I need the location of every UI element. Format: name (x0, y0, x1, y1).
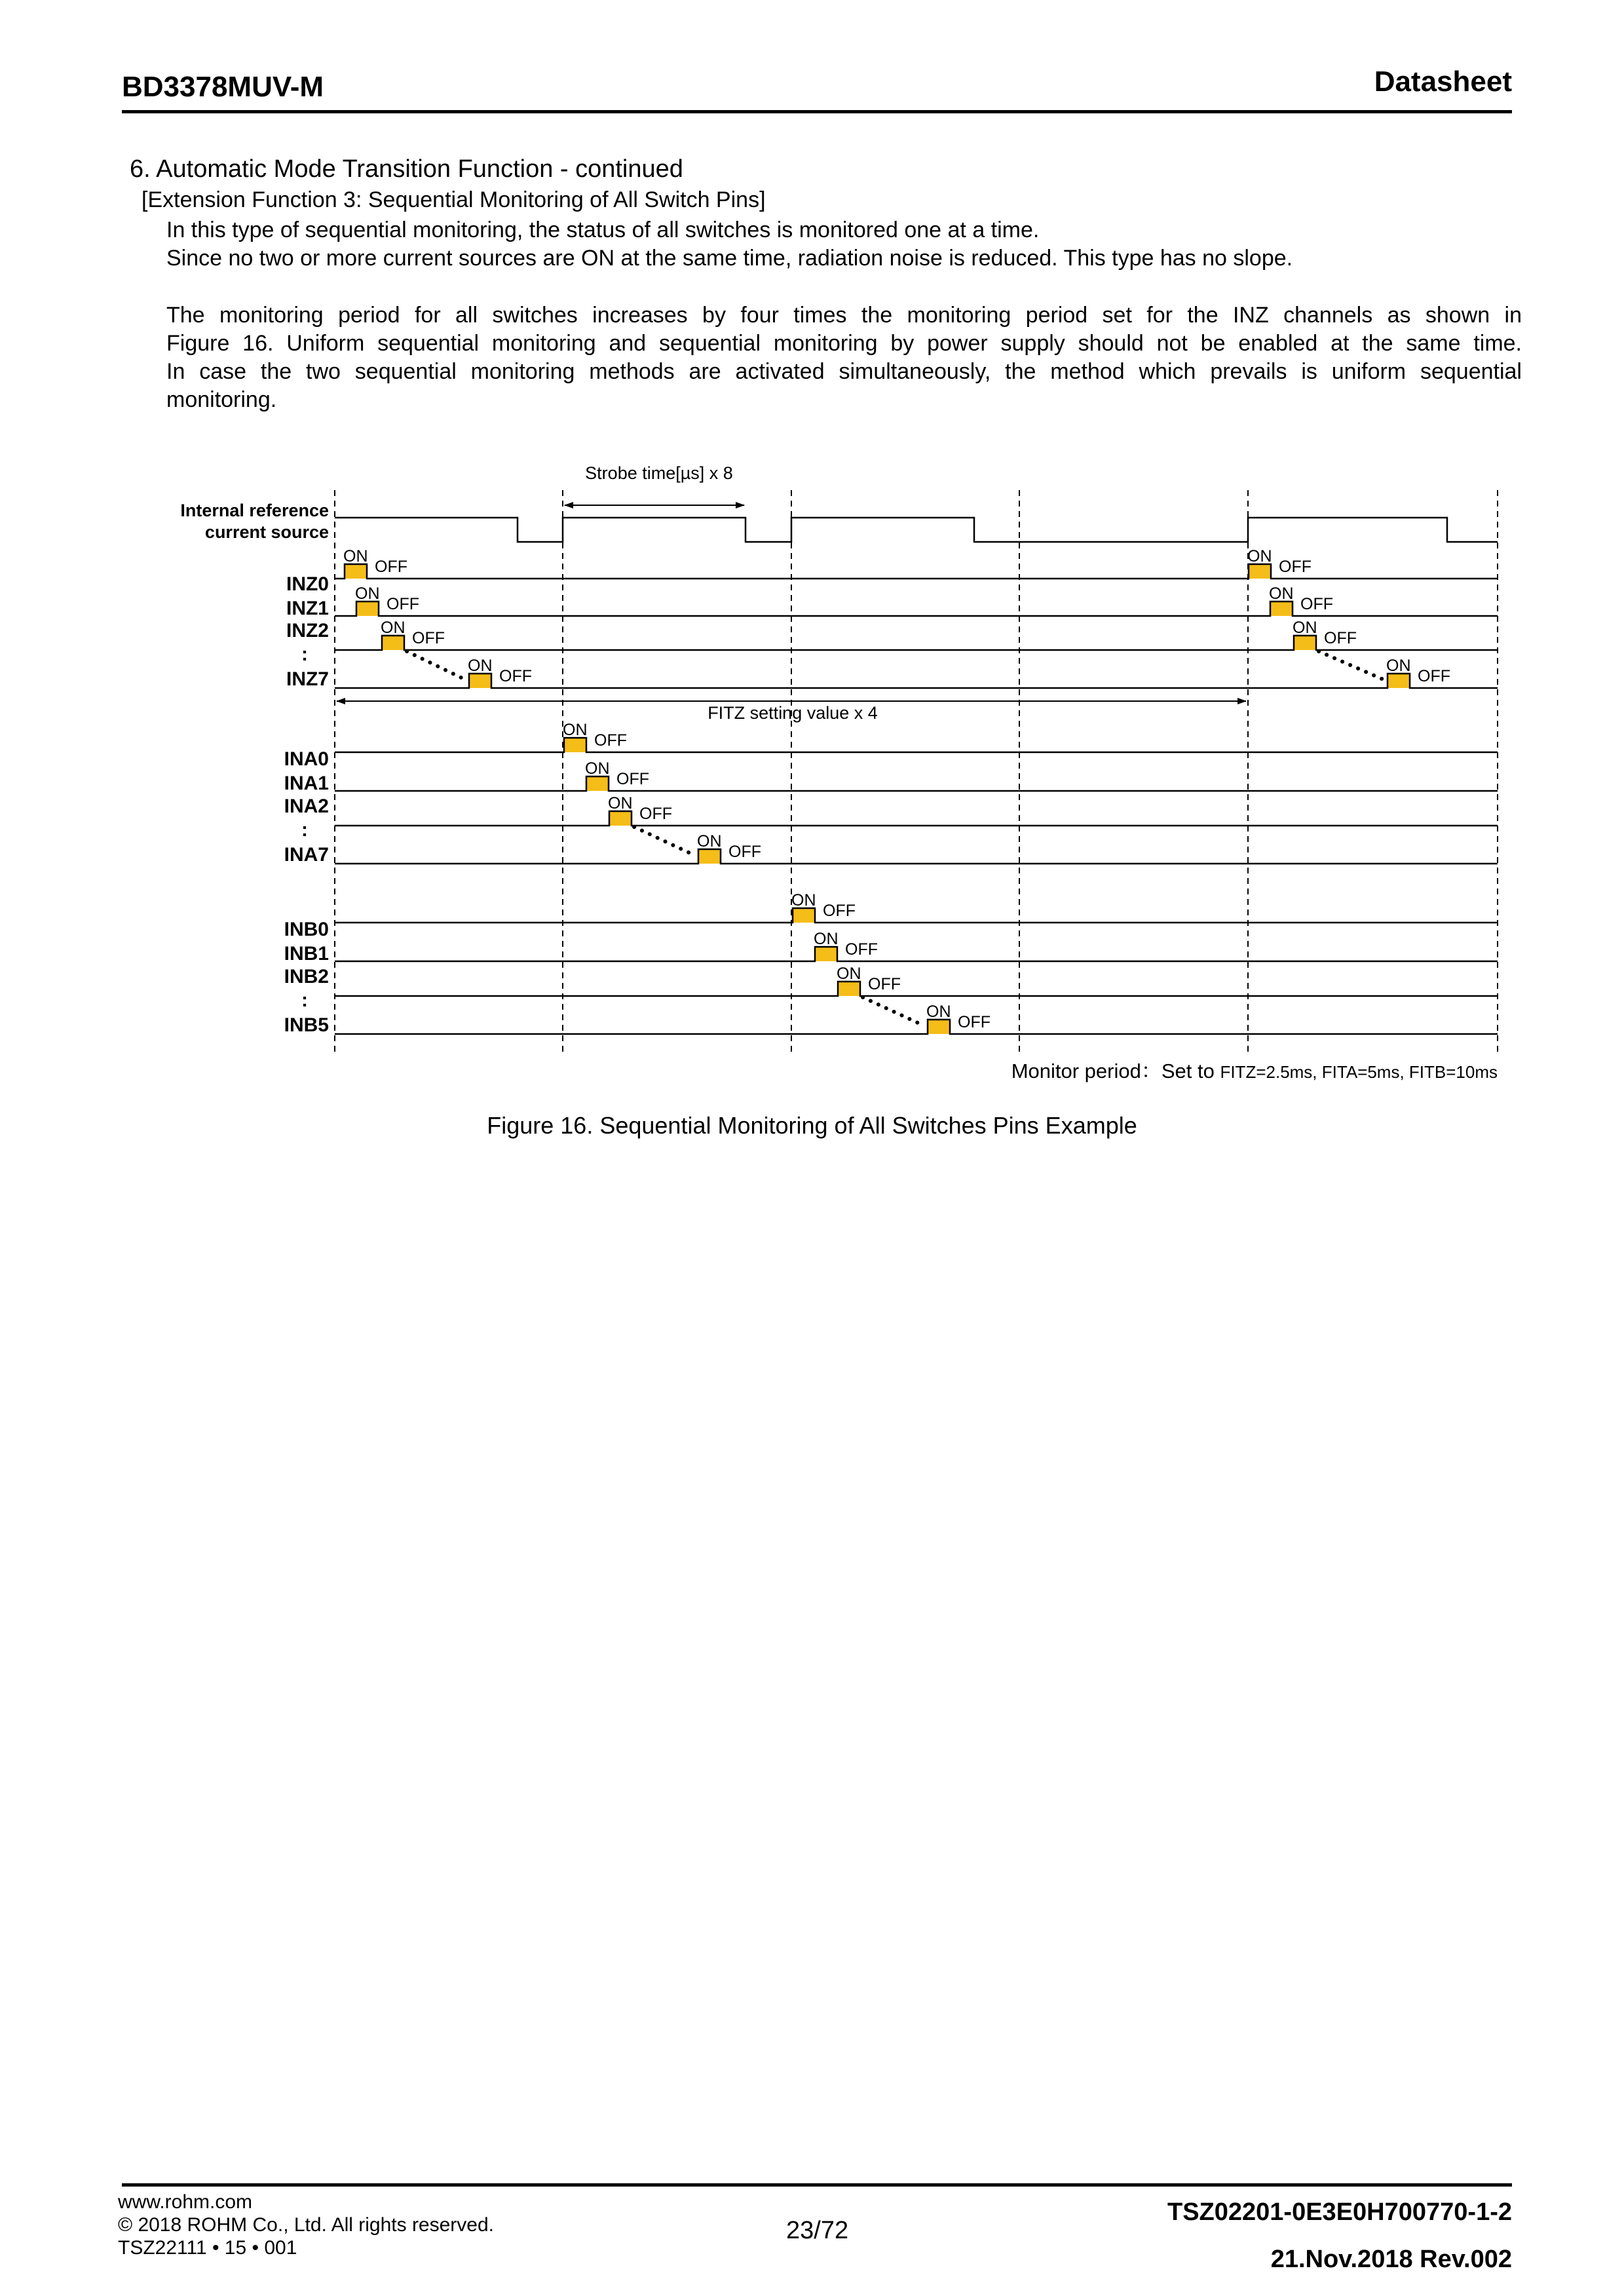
paragraph-line: The monitoring period for all switches increases by four times the monitoring period set for the INZ channels as shown in (166, 303, 1522, 328)
on-label: ON (468, 657, 493, 675)
pin-label-inb2: INB2 (284, 966, 329, 987)
pin-signal-line (335, 811, 1498, 826)
on-pulse (564, 738, 586, 752)
paragraph-line: Figure 16. Uniform sequential monitoring and sequential monitoring by power supply should not be enabled at the same time. (166, 331, 1522, 356)
on-label: ON (791, 891, 816, 909)
off-label: OFF (1279, 558, 1312, 576)
off-label: OFF (375, 558, 407, 576)
off-label: OFF (1418, 667, 1450, 685)
pin-label-ina0: INA0 (284, 748, 329, 770)
pin-label-inb0: INB0 (284, 919, 329, 940)
off-label: OFF (958, 1013, 991, 1031)
pin-signal-line (335, 849, 1498, 864)
on-pulse (609, 811, 632, 826)
on-label: ON (563, 721, 588, 739)
pin-signal-line (335, 947, 1498, 961)
off-label: OFF (845, 940, 878, 959)
on-pulse (815, 947, 837, 961)
off-label: OFF (499, 667, 532, 685)
document-type: Datasheet (1374, 66, 1512, 98)
off-label: OFF (868, 975, 901, 993)
sequence-dotted-connector (1319, 651, 1385, 680)
on-pulse (928, 1020, 950, 1034)
strobe-time-label: Strobe time[µs] x 8 (585, 463, 733, 483)
on-pulse (586, 776, 609, 791)
page-number: 23/72 (786, 2217, 849, 2244)
pin-signal-line (335, 636, 1498, 650)
pin-label-inb5: INB5 (284, 1014, 329, 1036)
subheading: [Extension Function 3: Sequential Monitoring of All Switch Pins] (142, 187, 766, 212)
off-label: OFF (1324, 629, 1357, 647)
pin-label-inb1: INB1 (284, 943, 329, 965)
off-label: OFF (616, 770, 649, 788)
on-pulse (838, 982, 860, 996)
timing-diagram (0, 0, 1624, 1114)
pin-signal-line (335, 738, 1498, 752)
off-label: OFF (387, 595, 419, 613)
on-label: ON (343, 547, 368, 565)
paragraph-line: In case the two sequential monitoring methods are activated simultaneously, the method which prevails is uniform sequential (166, 359, 1522, 384)
pin-label-inz0: INZ0 (286, 573, 329, 595)
on-pulse (345, 564, 367, 579)
monitor-period-prefix: Monitor period：Set to (1011, 1060, 1220, 1082)
pin-label-ina2: INA2 (284, 795, 329, 817)
document-number: TSZ02201-0E3E0H700770-1-2 (1167, 2198, 1512, 2226)
on-label: ON (837, 965, 861, 983)
ref-source-label-line1: Internal reference (180, 501, 329, 520)
paragraph-line: monitoring. (166, 387, 277, 412)
off-label: OFF (594, 731, 627, 750)
on-pulse (469, 674, 491, 688)
footer-copyright: © 2018 ROHM Co., Ltd. All rights reserved. (118, 2214, 494, 2236)
off-label: OFF (639, 805, 672, 823)
on-pulse (698, 849, 721, 864)
footer-left (118, 2191, 494, 2259)
pin-label-inz7: INZ7 (286, 668, 329, 690)
section-title: 6. Automatic Mode Transition Function - continued (130, 155, 683, 183)
on-label: ON (381, 619, 406, 637)
on-label: ON (1269, 584, 1294, 603)
on-pulse (1294, 636, 1316, 650)
document-id: BD3378MUV-M (122, 71, 324, 103)
sequence-dotted-connector (407, 651, 466, 680)
ref-source-waveform (335, 518, 1498, 542)
pin-colon: : (301, 643, 308, 665)
pin-colon: : (301, 989, 308, 1011)
on-pulse (1249, 564, 1271, 579)
sequence-dotted-connector (634, 827, 696, 856)
pin-signal-line (335, 908, 1498, 923)
off-label: OFF (728, 843, 761, 861)
on-label: ON (926, 1003, 951, 1021)
pin-signal-line (335, 776, 1498, 791)
pin-label-ina7: INA7 (284, 844, 329, 866)
document-date-revision: 21.Nov.2018 Rev.002 (1270, 2246, 1512, 2273)
monitor-period-note (1011, 1060, 1498, 1082)
time-marker-lines (335, 490, 1498, 1056)
paragraph-line: In this type of sequential monitoring, the status of all switches is monitored one at a time. (166, 218, 1040, 242)
on-pulse (382, 636, 404, 650)
pin-label-inz2: INZ2 (286, 620, 329, 641)
off-label: OFF (1300, 595, 1333, 613)
sequence-dotted-connector (863, 997, 925, 1026)
footer-rule (122, 2183, 1512, 2187)
on-label: ON (608, 794, 633, 813)
fitz-setting-label: FITZ setting value x 4 (708, 703, 878, 723)
on-label: ON (1293, 619, 1317, 637)
on-label: ON (697, 832, 722, 851)
pin-signal-line (335, 564, 1498, 579)
on-pulse (1270, 602, 1293, 616)
footer-code: TSZ22111 • 15 • 001 (118, 2237, 297, 2259)
figure-caption: Figure 16. Sequential Monitoring of All Switches Pins Example (487, 1112, 1137, 1139)
pin-label-inz1: INZ1 (286, 598, 329, 619)
on-label: ON (814, 930, 839, 948)
on-pulse (1388, 674, 1410, 688)
pin-label-ina1: INA1 (284, 773, 329, 794)
on-label: ON (585, 759, 610, 778)
monitor-period-values: FITZ=2.5ms, FITA=5ms, FITB=10ms (1220, 1062, 1498, 1082)
footer-website[interactable]: www.rohm.com (118, 2191, 253, 2213)
on-label: ON (355, 584, 380, 603)
on-label: ON (1386, 657, 1411, 675)
paragraph-line: Since no two or more current sources are ON at the same time, radiation noise is reduced. This type has no slope. (166, 246, 1293, 271)
pin-colon: : (301, 819, 308, 841)
ref-source-label-line2: current source (204, 522, 329, 542)
pin-signal-line (335, 982, 1498, 996)
on-pulse (356, 602, 379, 616)
on-pulse (793, 908, 815, 923)
off-label: OFF (823, 902, 856, 920)
on-label: ON (1247, 547, 1272, 565)
off-label: OFF (412, 629, 445, 647)
